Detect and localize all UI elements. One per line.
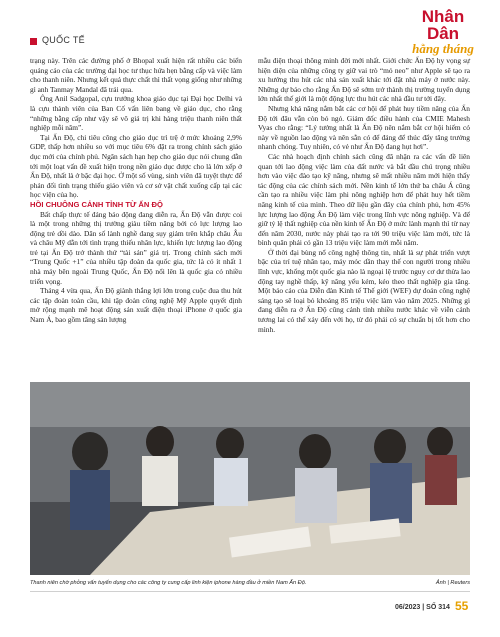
article-column-right: [258, 56, 470, 334]
paragraph: Tại Ấn Độ, chi tiêu công cho giáo dục trì trệ ở mức khoảng 2,9% GDP, thấp hơn nhiều so với mục tiêu 6% đặt ra trong chính sách giáo dục mới của chính phủ. Ngân sách hạn hẹp cho giáo dục nói chung dẫn tới một loạt vấn đề xuất hiện trong nền giáo dục được cho là lớn xếp ở Ấn Độ, nhất là ở bậc đại học. Ở một số vùng, sinh viên đã tuyệt thực để phản đối tình trạng thiếu giáo viên và cơ sở vật chất xuống cấp tại các học viện của họ.: [30, 132, 242, 200]
paragraph: mẫu điện thoại thông minh đời mới nhất. Giới chức Ấn Độ hy vọng sự hiện diện của những công ty giữ vai trò “mỏ neo” như Apple sẽ tạo ra xu hướng thu hút các nhà sản xuất khác tới đặt nhà máy ở nước này. Những dự báo cho rằng Ấn Độ sẽ sớm trở thành thị trường tuyển dụng lớn nhất thế giới là một động lực thu hút các nhà đầu tư tới đây.: [258, 56, 470, 104]
paragraph: Nhưng khả năng nắm bắt các cơ hội để phát huy tiềm năng của Ấn Độ tới đâu vẫn còn bỏ ngỏ. Giám đốc điều hành của CMIE Mahesh Vyas cho rằng: “Lý tưởng nhất là Ấn Độ nên nắm bắt cơ hội hiếm có này về nguồn lao động và nên sẵn có để đáng để thúc đẩy tăng trưởng nhanh chóng. Tuy nhiên, có vẻ như Ấn Độ đang hụt hơi”.: [258, 103, 470, 152]
page-number: 55: [455, 599, 469, 613]
photo-caption: Thanh niên chờ phỏng vấn tuyển dụng cho các công ty cung cấp linh kiện iphone hàng đầu ở miền Nam Ấn Độ.: [30, 580, 307, 586]
section-marker: [30, 38, 37, 45]
page-header: [0, 0, 500, 56]
photo-illustration: [30, 382, 470, 575]
paragraph: Ở thời đại bùng nổ công nghệ thông tin, nhất là sự phát triển vượt bậc của trí tuệ nhân tạo, máy móc dần thay thế con người trong nhiều lĩnh vực, khống một quốc gia nào là ngoại lệ trước nguy cơ dư thừa lao động tay nghề thấp, kỹ năng yếu kém, kéo theo thất nghiệp gia tăng. Một báo cáo của Diễn đàn Kinh tế Thế giới (WEF) dự đoán công nghệ sáng tạo sẽ loại bỏ khoảng 85 triệu việc làm vào năm 2025. Những gì đang diễn ra ở Ấn Độ cũng cảnh tỉnh nhiều nước khác về viễn cảnh tương lai có thể xảy đến với họ, từ đó phải có sự chuẩn bị tốt hơn cho mình.: [258, 247, 470, 334]
publication-logo: [408, 7, 478, 56]
article-column-left: [30, 56, 242, 325]
section-subheading: HỒI CHUÔNG CẢNH TỈNH TỪ ẤN ĐỘ: [30, 199, 163, 209]
section-label: QUỐC TẾ: [42, 35, 85, 45]
issue-info: 06/2023 | SỐ 314: [395, 604, 450, 611]
logo-main-text: Nhân Dân: [421, 7, 465, 43]
article-photo: [30, 382, 470, 575]
logo-sub-text: hằng tháng: [412, 41, 474, 56]
paragraph: Tháng 4 vừa qua, Ấn Độ giành thắng lợi lớn trong cuộc đua thu hút các tập đoàn toàn cầu, khi tập đoàn công nghệ Mỹ Apple quyết định mở rộng mạnh mẽ hoạt động sản xuất điện thoại iPhone ở quốc gia Nam Á, bao gồm tăng sản lượng: [30, 286, 242, 325]
photo-credit: Ảnh | Reuters: [435, 580, 470, 586]
paragraph: Ông Anil Sadgopal, cựu trưởng khoa giáo dục tại Đại học Delhi và là cựu thành viên của Ban Cố vấn liên bang về giáo dục, cho rằng “những bằng cấp như vậy sẽ vô giá trị khi hàng triệu thanh niên thất nghiệp mỗi năm”.: [30, 94, 242, 133]
paragraph: Các nhà hoạch định chính sách cũng đã nhận ra các vấn đề liên quan tới lao động việc làm của đất nước và bắt đầu chú trọng nhiều hơn vào việc đào tạo kỹ năng, nhưng sẽ mất nhiều năm mới hiện thấy tác động của các chính sách mới. Nền kinh tế lớn thứ ba châu Á cũng cần tạo ra nhiều việc làm phi nông nghiệp hơn để phát huy hết tiềm năng kinh tế của mình. Theo dữ liệu gần đây của chính phủ, hơn 45% lực lượng lao động Ấn Độ làm việc trong lĩnh vực nông nghiệp. Và để giữ tỷ lệ thất nghiệp của nền kinh tế Ấn Độ ở mức lành mạnh thì từ nay đến năm 2030, nước này phải tạo ra tới 90 triệu việc làm mới, tức là bình quân phải có gần 13 triệu việc làm mới mỗi năm.: [258, 151, 470, 248]
paragraph: trạng này. Trên các đường phố ở Bhopal xuất hiện rất nhiều các biển quảng cáo của các trường đại học tư thục hứa hẹn bằng cấp và việc làm cho thanh niên. Nhưng kết quả thực chất thì thất vọng giống như những gì anh Tanmay Mandal đã trải qua.: [30, 56, 242, 94]
paragraph: Bất chấp thực tế đáng báo động đang diễn ra, Ấn Độ vẫn được coi là một trong những thị trường giàu tiềm năng bởi có lực lượng lao động trẻ dồi dào. Dân số lành nghề đang sụy giảm trên khắp châu Âu và châu Mỹ dẫn tới tình trạng thiếu nhân lực, khiến lực lượng lao động trẻ tại Ấn Độ trở thành thứ “tài sản” giá trị. Trong chính sách mới “Trung Quốc +1” của nhiều tập đoàn đa quốc gia, tức là có ít nhất 1 nhà máy bên ngoài Trung Quốc, Ấn Độ nổi lên là quốc gia có nhiều triển vọng.: [30, 209, 242, 286]
footer-divider: [30, 591, 470, 592]
